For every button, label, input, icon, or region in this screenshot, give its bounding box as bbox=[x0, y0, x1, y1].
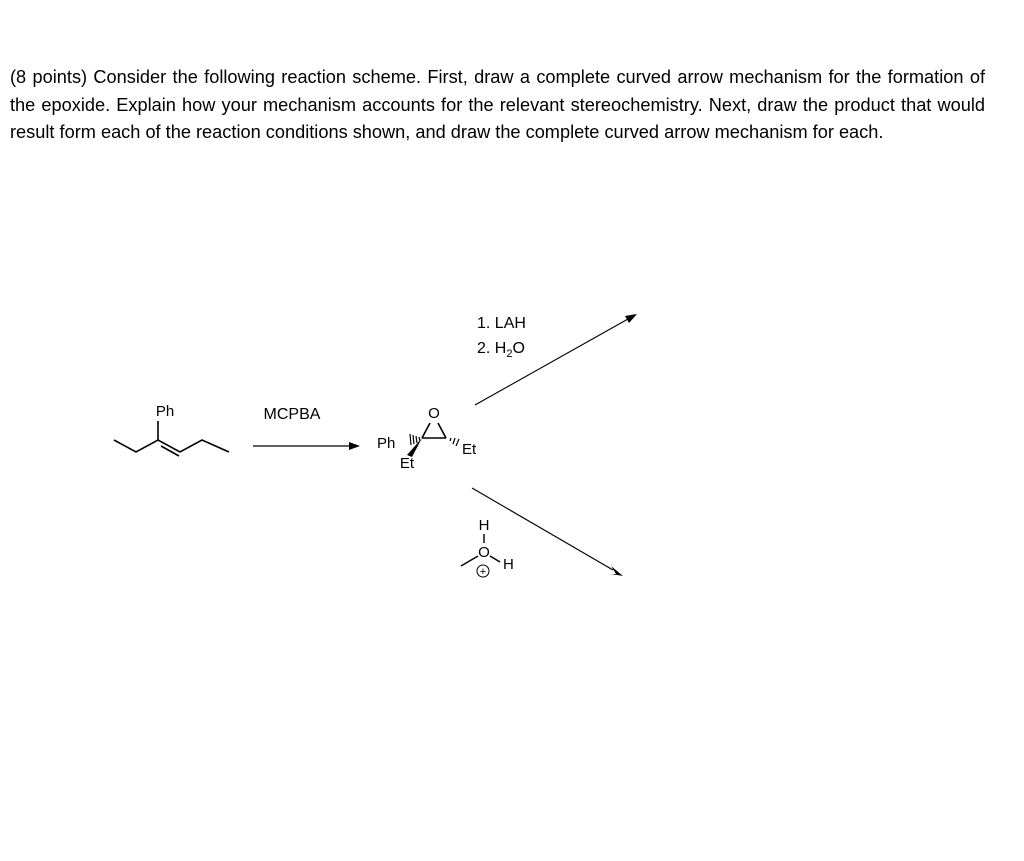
hashed-wedge-et-right bbox=[450, 438, 459, 446]
condition-water-prefix: 2. H bbox=[477, 340, 507, 357]
epoxide-oxygen-label: O bbox=[428, 405, 440, 422]
condition-water-suffix: O bbox=[512, 340, 525, 357]
alkene-double-bond bbox=[161, 446, 179, 456]
condition-lah-label: 1. LAH bbox=[477, 315, 526, 332]
epoxide-et-bottom-label: Et bbox=[399, 455, 415, 472]
oxonium-oxygen-label: O bbox=[478, 544, 490, 561]
starting-alkene bbox=[114, 403, 229, 456]
alkene-skeleton bbox=[114, 440, 229, 452]
epoxide-ph-label: Ph bbox=[377, 435, 396, 452]
reaction-arrow-lower bbox=[472, 488, 623, 576]
reaction-arrow-1 bbox=[253, 442, 360, 450]
oxonium-oh-right-bond bbox=[490, 556, 500, 562]
oxonium-right-h-label: H bbox=[503, 556, 514, 573]
reagent-mcpba-label: MCPBA bbox=[263, 406, 321, 423]
oxonium-top-h-label: H bbox=[478, 517, 490, 534]
condition-water-subscript: 2 bbox=[506, 348, 513, 360]
oxonium-reagent bbox=[461, 517, 514, 578]
oxonium-methyl-bond bbox=[461, 556, 478, 566]
epoxide-c1-o-bond bbox=[422, 423, 430, 438]
epoxide-c2-o-bond bbox=[438, 423, 446, 438]
epoxide bbox=[377, 405, 477, 472]
question-text: (8 points) Consider the following reaction scheme. First, draw a complete curved arrow mechanism for the formation of the epoxide. Explain how your mechanism accounts for the relevant stereochemistry. Next, draw the product that would result form each of the reaction conditions shown, and draw the complete curved arrow mechanism for each. bbox=[10, 67, 985, 142]
epoxide-et-right-label: Et bbox=[462, 441, 477, 458]
alkene-phenyl-label: Ph bbox=[155, 403, 175, 420]
positive-charge-label: + bbox=[479, 566, 487, 578]
condition-water-label bbox=[477, 340, 525, 360]
